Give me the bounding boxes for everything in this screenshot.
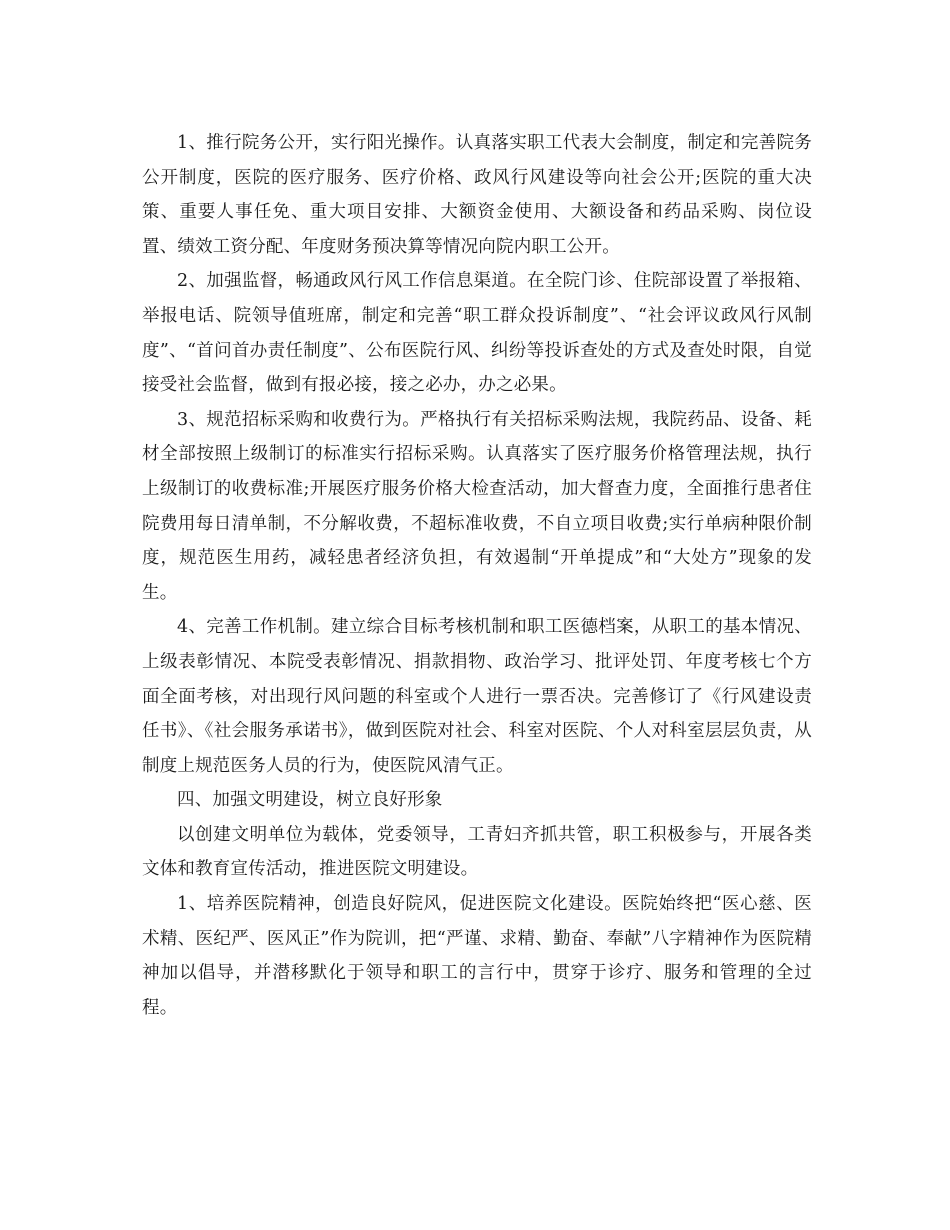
paragraph-item-1-hospital-spirit: 1、培养医院精神，创造良好院风，促进医院文化建设。医院始终把“医心慈、医术精、医纪严、医风正”作为院训，把“严谨、求精、勤奋、奉献”八字精神作为医院精神加以倡导，并潜移默化于领导和职工的言行中，贯穿于诊疗、服务和管理的全过程。 — [142, 894, 812, 1018]
paragraph-item-4-mechanism: 4、完善工作机制。建立综合目标考核机制和职工医德档案，从职工的基本情况、上级表彰情况、本院受表彰情况、捐款捐物、政治学习、批评处罚、年度考核七个方面全面考核，对出现行风问题的科室或个人进行一票否决。完善修订了《行风建设责任书》、《社会服务承诺书》，做到医院对社会、科室对医院、个人对科室层层负责，从制度上规范医务人员的行为，使医院风清气正。 — [142, 617, 812, 776]
paragraph-item-3-procurement: 3、规范招标采购和收费行为。严格执行有关招标采购法规，我院药品、设备、耗材全部按照上级制订的标准实行招标采购。认真落实了医疗服务价格管理法规，执行上级制订的收费标准;开展医疗服务价格大检查活动，加大督查力度，全面推行患者住院费用每日清单制，不分解收费，不超标准收费，不自立项目收费;实行单病种限价制度，规范医生用药，减轻患者经济负担，有效遏制“开单提成”和“大处方”现象的发生。 — [142, 409, 812, 603]
paragraph-item-2-supervision: 2、加强监督，畅通政风行风工作信息渠道。在全院门诊、住院部设置了举报箱、举报电话、院领导值班席，制定和完善“职工群众投诉制度”、“社会评议政风行风制度”、“首问首办责任制度”、公布医院行风、纠纷等投诉查处的方式及查处时限，自觉接受社会监督，做到有报必接，接之必办，办之必果。 — [142, 271, 812, 396]
document-body — [142, 126, 812, 1025]
paragraph-civilization-intro: 以创建文明单位为载体，党委领导，工青妇齐抓共管，职工积极参与，开展各类文体和教育宣传活动，推进医院文明建设。 — [142, 824, 812, 880]
paragraph-item-1-publicity: 1、推行院务公开，实行阳光操作。认真落实职工代表大会制度，制定和完善院务公开制度，医院的医疗服务、医疗价格、政风行风建设等向社会公开;医院的重大决策、重要人事任免、重大项目安排、大额资金使用、大额设备和药品采购、岗位设置、绩效工资分配、年度财务预决算等情况向院内职工公开。 — [142, 133, 812, 257]
section-heading-civilization: 四、加强文明建设，树立良好形象 — [177, 790, 443, 811]
